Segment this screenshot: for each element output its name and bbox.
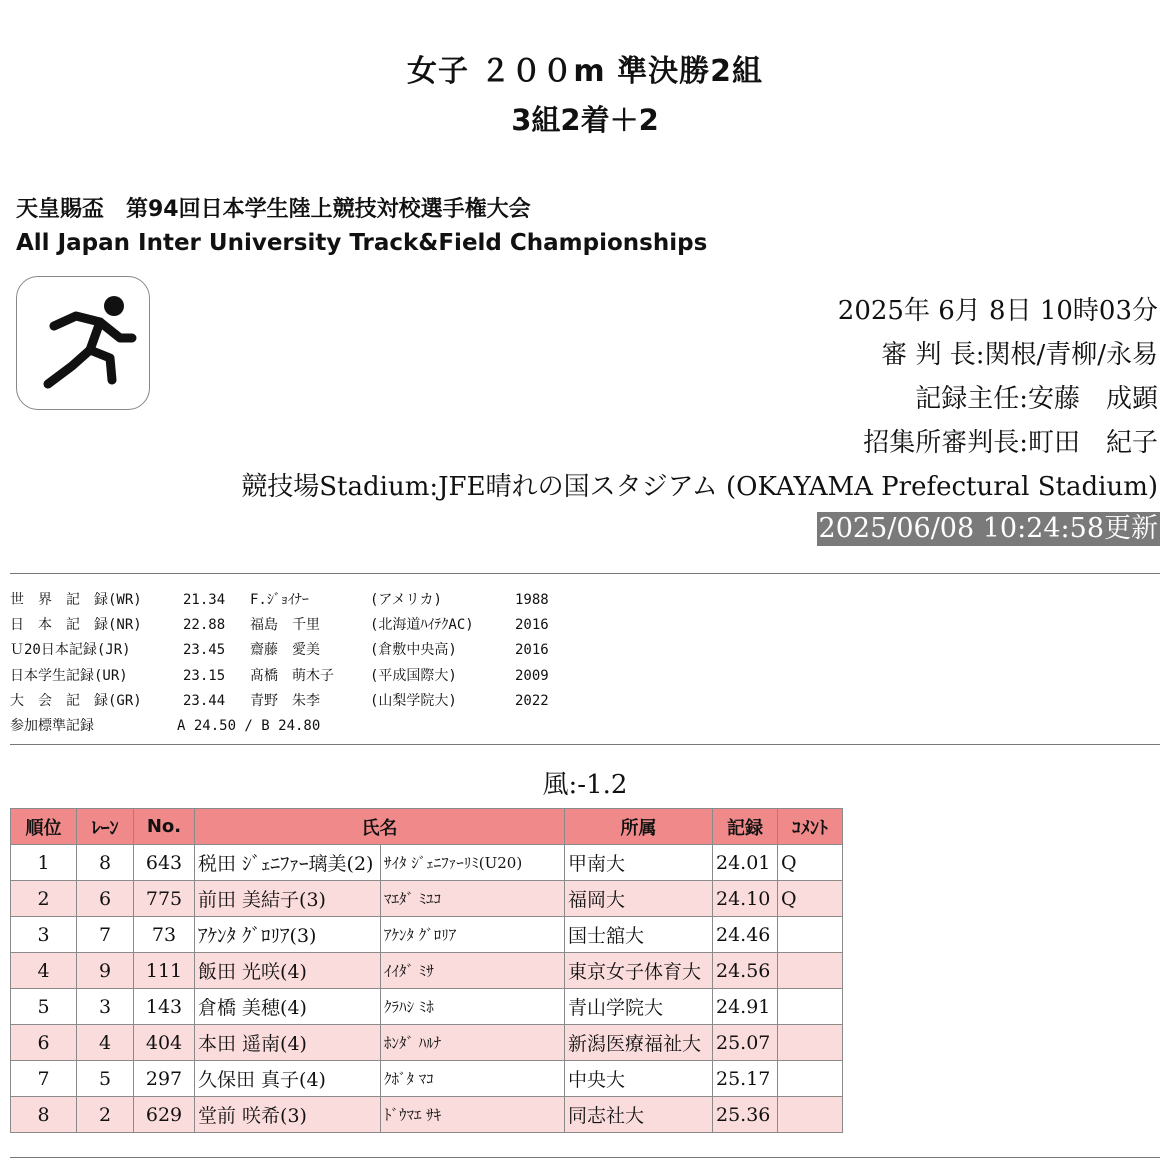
athlete-name-cell: 飯田 光咲(4) xyxy=(195,953,381,989)
meet-name-en: All Japan Inter University Track&Field Championships xyxy=(16,230,708,256)
lane-cell: 5 xyxy=(77,1061,134,1097)
affiliation-cell: 中央大 xyxy=(565,1061,713,1097)
lane-cell: 4 xyxy=(77,1025,134,1061)
mark-cell: 25.17 xyxy=(713,1061,778,1097)
col-rank: 順位 xyxy=(11,809,77,845)
record-holder: 福島 千里 xyxy=(250,617,320,634)
record-mark: 23.45 xyxy=(183,642,226,659)
referee: 審 判 長:関根/青柳/永易 xyxy=(881,340,1158,370)
rank-cell: 6 xyxy=(11,1025,77,1061)
record-team: (平成国際大) xyxy=(370,667,457,684)
divider xyxy=(10,573,1160,574)
standard-value: A 24.50 / B 24.80 xyxy=(177,717,321,734)
mark-cell: 25.36 xyxy=(713,1097,778,1133)
record-year: 1988 xyxy=(515,592,549,608)
athlete-kana-cell: ﾏｴﾀﾞ ﾐﾕｺ xyxy=(381,881,565,917)
mark-cell: 24.01 xyxy=(713,845,778,881)
standard-label: 参加標準記録 xyxy=(10,717,94,734)
comment-cell xyxy=(778,989,843,1025)
call-room-referee: 招集所審判長:町田 紀子 xyxy=(863,428,1158,458)
table-row xyxy=(11,953,843,989)
affiliation-cell: 新潟医療福祉大 xyxy=(565,1025,713,1061)
lane-cell: 6 xyxy=(77,881,134,917)
updated-timestamp: 2025/06/08 10:24:58更新 xyxy=(818,513,1158,544)
event-title: 女子 ２００m 準決勝2組 xyxy=(406,54,764,89)
affiliation-cell: 国士舘大 xyxy=(565,917,713,953)
rank-cell: 7 xyxy=(11,1061,77,1097)
bib-cell: 404 xyxy=(134,1025,195,1061)
athlete-kana-cell: ｲｲﾀﾞ ﾐｻ xyxy=(381,953,565,989)
table-row xyxy=(11,1025,843,1061)
datetime: 2025年 6月 8日 10時03分 xyxy=(837,296,1158,326)
mark-cell: 24.91 xyxy=(713,989,778,1025)
table-row xyxy=(11,989,843,1025)
rank-cell: 3 xyxy=(11,917,77,953)
rank-cell: 5 xyxy=(11,989,77,1025)
comment-cell: Q xyxy=(778,881,843,917)
affiliation-cell: 福岡大 xyxy=(565,881,713,917)
rank-cell: 2 xyxy=(11,881,77,917)
athlete-kana-cell: ﾄﾞｳﾏｴ ｻｷ xyxy=(381,1097,565,1133)
comment-cell xyxy=(778,917,843,953)
record-holder: F.ｼﾞｮｲﾅｰ xyxy=(250,592,309,608)
record-year: 2016 xyxy=(515,642,549,659)
meet-name-ja: 天皇賜盃 第94回日本学生陸上競技対校選手権大会 xyxy=(16,197,531,222)
athlete-kana-cell: ｱｹﾝﾀ ｸﾞﾛﾘｱ xyxy=(381,917,565,953)
lane-cell: 2 xyxy=(77,1097,134,1133)
athlete-kana-cell: ﾎﾝﾀﾞ ﾊﾙﾅ xyxy=(381,1025,565,1061)
record-team: (北海道ﾊｲﾃｸAC) xyxy=(370,617,474,634)
record-label: 大 会 記 録(GR) xyxy=(10,692,142,709)
lane-cell: 9 xyxy=(77,953,134,989)
mark-cell: 24.46 xyxy=(713,917,778,953)
col-affiliation: 所属 xyxy=(565,809,713,845)
col-no: No. xyxy=(134,809,195,845)
record-team: (山梨学院大) xyxy=(370,692,457,709)
divider xyxy=(10,1157,1160,1158)
record-label: 日 本 記 録(NR) xyxy=(10,617,142,634)
bib-cell: 297 xyxy=(134,1061,195,1097)
record-year: 2009 xyxy=(515,667,549,684)
athlete-name-cell: 税田 ｼﾞｪﾆﾌｧｰ璃美(2) xyxy=(195,845,381,881)
mark-cell: 24.56 xyxy=(713,953,778,989)
advance-rule: 3組2着＋2 xyxy=(511,103,659,137)
record-mark: 22.88 xyxy=(183,617,226,634)
record-holder: 髙橋 萌木子 xyxy=(250,667,334,684)
comment-cell xyxy=(778,1061,843,1097)
comment-cell xyxy=(778,953,843,989)
table-row xyxy=(11,1061,843,1097)
athlete-name-cell: ｱｹﾝﾀ ｸﾞﾛﾘｱ(3) xyxy=(195,917,381,953)
results-header-row xyxy=(11,809,843,845)
athlete-name-cell: 前田 美結子(3) xyxy=(195,881,381,917)
col-name: 氏名 xyxy=(195,809,565,845)
record-year: 2022 xyxy=(515,692,549,709)
record-year: 2016 xyxy=(515,617,549,634)
athlete-kana-cell: ｸﾎﾞﾀ ﾏｺ xyxy=(381,1061,565,1097)
table-row xyxy=(11,845,843,881)
rank-cell: 8 xyxy=(11,1097,77,1133)
comment-cell xyxy=(778,1025,843,1061)
record-holder: 青野 朱李 xyxy=(250,692,320,709)
record-team: (アメリカ) xyxy=(370,592,442,608)
bib-cell: 775 xyxy=(134,881,195,917)
athlete-name-cell: 倉橋 美穂(4) xyxy=(195,989,381,1025)
affiliation-cell: 青山学院大 xyxy=(565,989,713,1025)
col-mark: 記録 xyxy=(713,809,778,845)
lane-cell: 3 xyxy=(77,989,134,1025)
bib-cell: 143 xyxy=(134,989,195,1025)
col-comment: ｺﾒﾝﾄ xyxy=(778,809,843,845)
rank-cell: 1 xyxy=(11,845,77,881)
record-mark: 21.34 xyxy=(183,592,226,608)
bib-cell: 629 xyxy=(134,1097,195,1133)
wind-reading: 風:-1.2 xyxy=(542,770,628,800)
comment-cell xyxy=(778,1097,843,1133)
record-label: Ｕ20日本記録(JR) xyxy=(10,642,131,659)
results-table xyxy=(10,808,843,1133)
bib-cell: 73 xyxy=(134,917,195,953)
athlete-name-cell: 堂前 咲希(3) xyxy=(195,1097,381,1133)
mark-cell: 24.10 xyxy=(713,881,778,917)
event-logo xyxy=(16,276,150,410)
table-row xyxy=(11,881,843,917)
col-lane: ﾚｰﾝ xyxy=(77,809,134,845)
comment-cell: Q xyxy=(778,845,843,881)
mark-cell: 25.07 xyxy=(713,1025,778,1061)
record-team: (倉敷中央高) xyxy=(370,642,457,659)
lane-cell: 7 xyxy=(77,917,134,953)
athlete-name-cell: 本田 遥南(4) xyxy=(195,1025,381,1061)
record-mark: 23.44 xyxy=(183,692,226,709)
athlete-kana-cell: ｻｲﾀ ｼﾞｪﾆﾌｧｰﾘﾐ(U20) xyxy=(381,845,565,881)
stadium: 競技場Stadium:JFE晴れの国スタジアム (OKAYAMA Prefectural Stadium) xyxy=(241,472,1158,502)
running-figure-icon xyxy=(28,288,138,398)
affiliation-cell: 同志社大 xyxy=(565,1097,713,1133)
rank-cell: 4 xyxy=(11,953,77,989)
record-holder: 齋藤 愛美 xyxy=(250,642,320,659)
lane-cell: 8 xyxy=(77,845,134,881)
affiliation-cell: 東京女子体育大 xyxy=(565,953,713,989)
bib-cell: 643 xyxy=(134,845,195,881)
athlete-name-cell: 久保田 真子(4) xyxy=(195,1061,381,1097)
record-label: 日本学生記録(UR) xyxy=(10,667,128,684)
athlete-kana-cell: ｸﾗﾊｼ ﾐﾎ xyxy=(381,989,565,1025)
record-label: 世 界 記 録(WR) xyxy=(10,592,142,608)
table-row xyxy=(11,917,843,953)
divider xyxy=(10,744,1160,745)
recorder: 記録主任:安藤 成顕 xyxy=(915,384,1158,414)
record-mark: 23.15 xyxy=(183,667,226,684)
table-row xyxy=(11,1097,843,1133)
affiliation-cell: 甲南大 xyxy=(565,845,713,881)
bib-cell: 111 xyxy=(134,953,195,989)
